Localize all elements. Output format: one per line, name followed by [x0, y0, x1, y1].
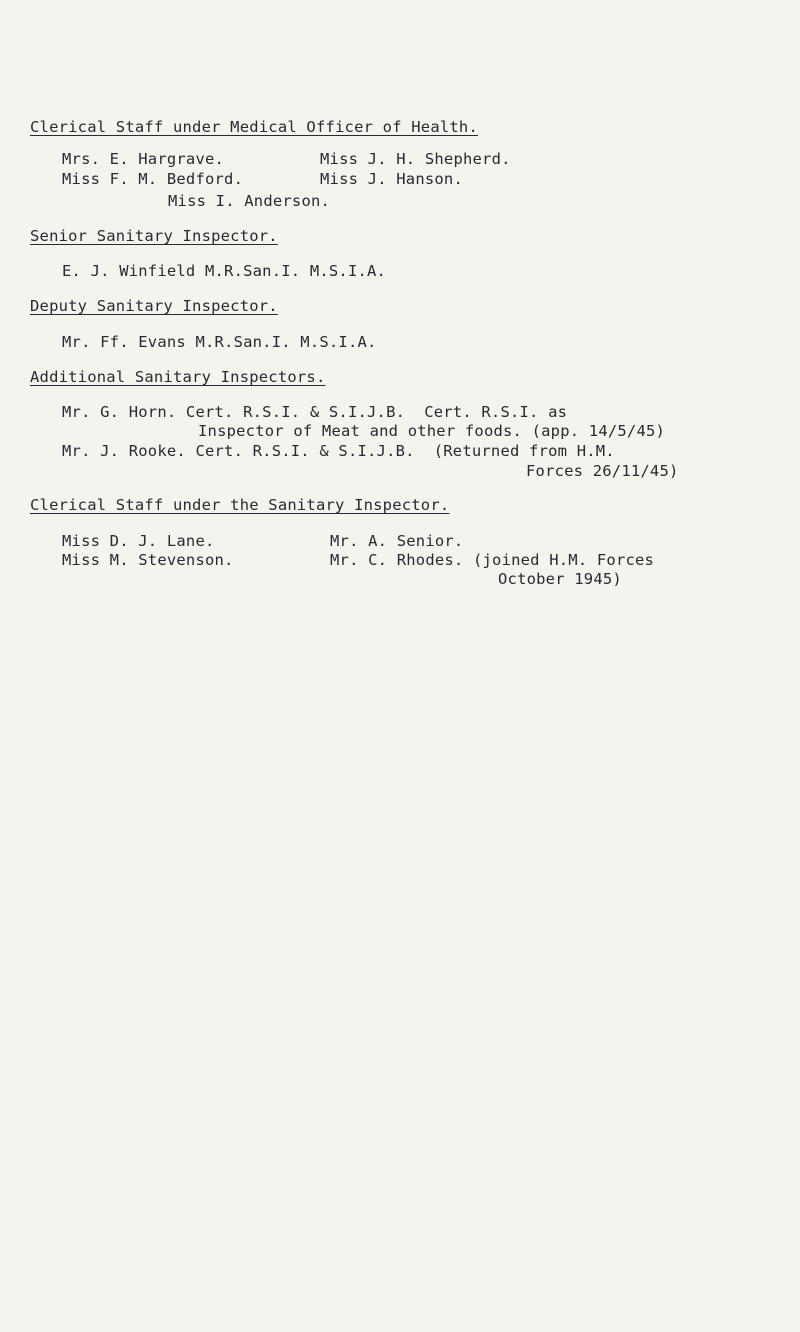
deputy-inspector-heading: Deputy Sanitary Inspector.: [30, 297, 278, 315]
staff-name: Miss M. Stevenson.: [62, 551, 234, 569]
inspector-entry: Mr. J. Rooke. Cert. R.S.I. & S.I.J.B. (Returned from H.M.: [62, 442, 615, 460]
staff-name: Miss J. H. Shepherd.: [320, 150, 511, 168]
sanitary-clerical-heading: Clerical Staff under the Sanitary Inspector.: [30, 496, 450, 514]
medical-clerical-heading: Clerical Staff under Medical Officer of Health.: [30, 118, 478, 136]
staff-note: October 1945): [498, 570, 622, 588]
deputy-inspector-name: Mr. Ff. Evans M.R.San.I. M.S.I.A.: [62, 333, 377, 351]
additional-inspectors-heading: Additional Sanitary Inspectors.: [30, 368, 326, 386]
staff-name: Miss F. M. Bedford.: [62, 170, 244, 188]
staff-name: Mr. C. Rhodes. (joined H.M. Forces: [330, 551, 655, 569]
senior-inspector-name: E. J. Winfield M.R.San.I. M.S.I.A.: [62, 262, 387, 280]
staff-name: Miss I. Anderson.: [168, 192, 331, 210]
staff-name: Mr. A. Senior.: [330, 532, 464, 550]
senior-inspector-heading: Senior Sanitary Inspector.: [30, 227, 278, 245]
staff-name: Mrs. E. Hargrave.: [62, 150, 225, 168]
inspector-entry: Mr. G. Horn. Cert. R.S.I. & S.I.J.B. Cert. R.S.I. as: [62, 403, 568, 421]
inspector-entry: Forces 26/11/45): [526, 462, 679, 480]
staff-name: Miss D. J. Lane.: [62, 532, 215, 550]
inspector-entry: Inspector of Meat and other foods. (app. 14/5/45): [198, 422, 666, 440]
staff-name: Miss J. Hanson.: [320, 170, 463, 188]
